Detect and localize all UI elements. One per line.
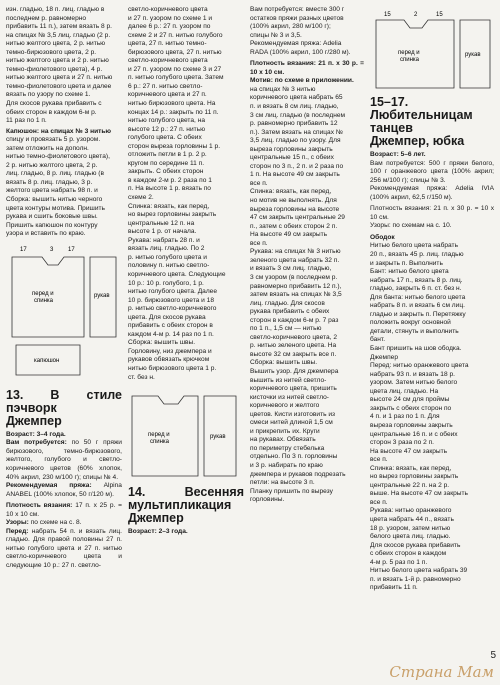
text-line: набрать 93 п. и вязать 18 р. bbox=[370, 370, 455, 378]
text-line: выреза горловины закрыть bbox=[250, 145, 333, 153]
text-line: RADA (100% акрил, 100 г/280 м). bbox=[250, 48, 351, 56]
text-line: цвета лиц. гладью. На bbox=[370, 387, 439, 395]
text-line: рукава прибавить с обеих bbox=[250, 308, 330, 316]
text-line: коричневого цвета набрать 65 bbox=[250, 94, 343, 102]
svg-text:рукав: рукав bbox=[94, 292, 110, 299]
text-line: нитью желтого цвета и 27 п. нитью bbox=[6, 74, 113, 82]
text-line: но мотив не выполнять. Для bbox=[250, 197, 337, 205]
obodok-title: Ободок bbox=[370, 233, 395, 241]
text-line: цвета контуры мотива. Пришить bbox=[6, 204, 105, 212]
kapushon-text: Капюшон: на спицах № 3 нитью bbox=[6, 127, 112, 135]
svg-text:рукав: рукав bbox=[210, 434, 226, 441]
text-line: п., затем с обеих сторон 2 п. bbox=[250, 222, 338, 230]
density-13: Плотность вязания: 17 п. x 25 р. = 10 x 10 см. bbox=[6, 502, 122, 518]
text-line: кругом по середине 11 п. bbox=[128, 159, 205, 167]
text-line: Сборка: вышить швы. bbox=[250, 359, 318, 367]
svg-text:капюшон: капюшон bbox=[34, 357, 60, 364]
text-line: коричневого и желтого bbox=[250, 402, 320, 410]
text-line: далее 6 р.: 27 п. узором по bbox=[128, 23, 211, 31]
text-line: Бант: нитью белого цвета bbox=[370, 268, 449, 276]
text-line: Спинка: вязать, как перед, bbox=[370, 464, 452, 472]
text-line: зеленого цвета набрать 32 п. bbox=[250, 256, 340, 264]
text-line: 11 раз по 1 п. bbox=[6, 117, 47, 125]
pattern-15: Мотив: по схеме в приложении. bbox=[250, 77, 354, 85]
text-line: концах 14 р.: закрыть по 11 п. bbox=[128, 108, 219, 116]
text-line: Рукава: нитью оранжевого bbox=[370, 507, 452, 515]
age-14: Возраст: 2–3 года. bbox=[128, 528, 188, 536]
col1-top-text bbox=[6, 6, 122, 126]
col3-top-text bbox=[250, 6, 364, 57]
section-title-13: 13. В стиле пэчворк bbox=[6, 387, 122, 415]
text-line: высоте 32 см закрыть все п. bbox=[250, 350, 337, 358]
text-line: каждом 4-м р. 14 раз по 1 п. bbox=[128, 330, 214, 338]
text-line: прибавить 11 п.), затем вязать 8 р. bbox=[6, 23, 112, 31]
text-line: центральные 22 п. на 2 р. bbox=[370, 481, 450, 489]
density-15: Плотность вязания: 21 п. x 30 р. = 10 x 10 см. bbox=[250, 60, 364, 76]
pattern-diagram-15 bbox=[370, 6, 494, 96]
text-line: рукава и сшить боковые швы. bbox=[6, 213, 98, 221]
text-line: затем вязать на спицах № 3,5 bbox=[250, 291, 342, 299]
text-line: гладью и закрыть п. Перетяжку bbox=[370, 310, 466, 318]
text-line: обеих сторон в каждом 6-м р. bbox=[6, 108, 97, 116]
text-line: выше. На высоте 47 см закрыть bbox=[370, 490, 468, 498]
text-line: петли: на высоте 3 п. bbox=[250, 479, 315, 487]
text-line: Спинка: вязать, как перед, bbox=[128, 202, 210, 210]
text-line: цвета. Для скосов рукава bbox=[128, 313, 206, 321]
text-line: Джемпер bbox=[370, 353, 398, 361]
text-line: выреза горловины закрыть bbox=[370, 421, 453, 429]
text-line: темно-фиолетового цвета), 4 р. bbox=[6, 65, 103, 73]
column-2 bbox=[128, 6, 244, 537]
text-line: (100% акрил, 280 м/100 г); bbox=[250, 23, 331, 31]
text-line: горловины. bbox=[250, 496, 285, 504]
svg-text:15: 15 bbox=[384, 12, 391, 18]
text-line: все п. bbox=[250, 239, 268, 247]
text-line: п.). Затем вязать на спицах № bbox=[250, 128, 343, 136]
text-line: на спицах № 3,5 лиц. гладью (2 р. bbox=[6, 31, 111, 39]
diagram-14 bbox=[128, 386, 244, 486]
text-line: вязать по узору по схеме 1. bbox=[6, 91, 91, 99]
text-line: р. нитью зеленого цвета. На bbox=[250, 342, 337, 350]
age-15: Возраст: 5–6 лет. bbox=[370, 151, 426, 158]
text-line: цвета, 27 п. нитью темно- bbox=[128, 40, 207, 48]
svg-text:перед и: перед и bbox=[32, 290, 54, 297]
col2-text bbox=[128, 6, 244, 382]
text-line: темно-бирюзового цвета, 2 р. bbox=[6, 48, 97, 56]
text-line: п. нитью голубого цвета. Затем bbox=[128, 74, 224, 82]
text-line: нитью бирюзового цвета 1 р. bbox=[128, 364, 217, 372]
column-3 bbox=[250, 6, 364, 505]
text-line: равномерно прибавить 12 п.), bbox=[250, 282, 342, 290]
text-line: смеси нитей длиной 1,5 см bbox=[250, 419, 333, 427]
text-line: 4-м р. 5 раз по 1 п. bbox=[370, 558, 428, 566]
text-line: Сборка: вышить швы. bbox=[128, 339, 196, 347]
text-line: 3 см узором (в последнем р. bbox=[250, 273, 338, 281]
column-1 bbox=[6, 6, 122, 571]
text-line: детали, стянуть и выполнить bbox=[370, 327, 459, 335]
text-line: рукавов обвязать крючком bbox=[128, 356, 210, 364]
text-line: сторон по 3 п., 2 п. и 2 раза по bbox=[250, 162, 344, 170]
text-line: все п. bbox=[370, 456, 388, 464]
materials-13: Вам потребуется: по 50 г пряжи бирюзового, темно-бирюзового, желтого, голубого и светло-коричневого цветов (60% хлопок, 40% акрил, 230 м/100 г); спицы № 4. bbox=[6, 439, 122, 481]
text-line: 10 р.: 10 р. голубого, 1 р. bbox=[128, 279, 204, 287]
svg-text:17: 17 bbox=[20, 246, 27, 253]
svg-text:2: 2 bbox=[414, 12, 418, 18]
text-line: р. нитью светло-коричневого bbox=[128, 305, 217, 313]
svg-text:перед и: перед и bbox=[148, 432, 170, 439]
sborka-text bbox=[6, 196, 122, 239]
density-15b: Плотность вязания: 21 п. x 30 р. = 10 x 10 см. bbox=[370, 205, 494, 221]
col3-body-text bbox=[250, 86, 364, 505]
text-line: светло-коричневого цвета, 2 bbox=[250, 333, 338, 341]
age-13: Возраст: 3–4 года. bbox=[6, 430, 66, 438]
text-line: набрать 17 п., вязать 8 р. лиц. bbox=[370, 276, 463, 284]
text-line: все п. bbox=[370, 498, 388, 506]
text-line: последнем р. равномерно bbox=[6, 14, 87, 22]
text-line: на спицах № 3 нитью bbox=[250, 85, 316, 93]
yarn-15: Рекомендуемая пряжа: Adelia IVIA (100% акрил, 62,5 г/150 м). bbox=[370, 185, 494, 201]
text-line: 2 р. нитью желтого цвета, 2 р. bbox=[6, 161, 98, 169]
text-line: сторон выреза горловины 1 р. bbox=[128, 142, 221, 150]
text-line: схеме 2 и 27 п. нитью голубого bbox=[128, 31, 223, 39]
text-line: Для скосов рукава прибавить с bbox=[6, 100, 102, 108]
section-subtitle-14: Джемпер bbox=[128, 511, 184, 526]
text-line: и 3 р. набирать по краю bbox=[250, 461, 323, 469]
text-line: нитью желтого цвета и 2 р. нитью bbox=[6, 57, 109, 65]
patterns-13: Узоры: по схеме на с. 8. bbox=[6, 519, 82, 527]
text-line: нитью голубого цвета. Далее bbox=[128, 288, 218, 296]
materials-15: Вам потребуется: 500 г пряжи белого, 100 г оранжевого цвета (100% акрил; 256 м/100 г); спицы № 3. bbox=[370, 159, 494, 184]
text-line: джемпера и рукавов подрезать bbox=[250, 470, 346, 478]
text-line: светло-коричневого цвета bbox=[128, 6, 208, 13]
svg-text:спинка: спинка bbox=[34, 297, 54, 304]
text-line: закрыть. С обеих сторон bbox=[128, 168, 204, 176]
text-line: Вам потребуется: вместе 300 г bbox=[250, 6, 345, 13]
text-line: 47 см закрыть центральные 29 bbox=[250, 214, 345, 222]
text-line: 3,5 лиц. гладью по узору. Для bbox=[250, 137, 341, 145]
text-line: Перед: нитью оранжевого цвета bbox=[370, 362, 469, 370]
text-line: кисточки из нитей светло- bbox=[250, 393, 329, 401]
text-line: 10 р. бирюзового цвета и 18 bbox=[128, 296, 214, 304]
text-line: желтого цвета набрать 98 п. и bbox=[6, 187, 98, 195]
text-line: и 27 п. узором по схеме 3 и 27 bbox=[128, 65, 222, 73]
text-line: Горловину, низ джемпера и bbox=[128, 347, 212, 355]
text-line: Для банта: нитью белого цвета bbox=[370, 293, 466, 301]
pattern-diagram-14 bbox=[128, 386, 244, 486]
text-line: Рукава: набрать 28 п. и bbox=[128, 236, 200, 244]
svg-text:17: 17 bbox=[68, 246, 75, 253]
section-subtitle-13: Джемпер bbox=[6, 413, 62, 428]
text-line: 4 п. и 1 раз по 1 п. Для bbox=[370, 413, 440, 421]
text-line: центральные 16 п. и с обеих bbox=[370, 430, 458, 438]
text-line: Для скосов рукава прибавить bbox=[370, 541, 461, 549]
text-line: цвета набрать 44 п., вязать bbox=[370, 515, 454, 523]
text-line: высоте 24 см для проймы bbox=[370, 396, 450, 404]
text-line: нитью голубого цвета, на bbox=[128, 117, 205, 125]
text-line: Спинка: вязать, как перед, bbox=[250, 188, 332, 196]
text-line: Вышить узор. Для джемпера bbox=[250, 367, 339, 375]
text-line: и закрыть п. Выполнить bbox=[370, 259, 443, 267]
text-line: коричневого цвета и 27 п. bbox=[128, 91, 207, 99]
patterns-15: Узоры: по схемам на с. 10. bbox=[370, 222, 452, 230]
text-line: темно-фиолетового цвета и далее bbox=[6, 82, 112, 90]
text-line: голубого цвета. С обеих bbox=[128, 134, 202, 142]
text-line: бирюзового цвета, 27 п. нитью bbox=[128, 48, 222, 56]
col4-body-text bbox=[370, 242, 494, 592]
text-line: затем отложить на дополн. bbox=[6, 144, 89, 152]
text-line: Рукава: на спицах № 3 нитью bbox=[250, 248, 341, 256]
section-title-15: 15–17. Любительницам танцев bbox=[370, 95, 473, 135]
text-line: закрыть с обеих сторон по bbox=[370, 404, 452, 412]
text-line: но вырез горловины закрыть bbox=[128, 211, 217, 219]
text-line: 18 р. узором, затем нитью bbox=[370, 524, 451, 532]
text-line: лиц. гладью, 8 р. лиц. гладью (в bbox=[6, 170, 104, 178]
text-line: 1 п. На высоте 49 см закрыть bbox=[250, 171, 340, 179]
text-line: вышить из нитей светло- bbox=[250, 376, 327, 384]
text-line: светло-коричневого цвета bbox=[128, 57, 208, 65]
text-line: в каждом 2-м р. 2 раза по 1 bbox=[128, 176, 212, 184]
diagram-13 bbox=[6, 239, 122, 389]
pattern-diagram-13 bbox=[6, 239, 122, 389]
text-line: Пришить капюшон по контуру bbox=[6, 221, 98, 229]
text-line: схеме 2. bbox=[128, 194, 154, 202]
text-line: прибавить с обеих сторон в bbox=[128, 322, 213, 330]
text-line: центральные 15 п., с обеих bbox=[250, 154, 334, 162]
text-line: гладью, закрыть 6 п. ст. без н. bbox=[370, 285, 462, 293]
text-line: п. и вязать 1-й р. равномерно bbox=[370, 575, 461, 583]
diagram-15 bbox=[370, 6, 494, 96]
svg-text:перед и: перед и bbox=[398, 50, 420, 56]
front-back-shape bbox=[12, 257, 84, 337]
section-subtitle-15: Джемпер, юбка bbox=[370, 134, 465, 148]
text-line: половину п. нитью светло- bbox=[128, 262, 210, 270]
text-line: выреза горловины на высоте bbox=[250, 205, 340, 213]
text-line: 20 п., вязать 45 р. лиц. гладью bbox=[370, 251, 464, 259]
text-line: 6 р.: 27 п. нитью светло- bbox=[128, 82, 203, 90]
text-line: На высоте 49 см закрыть bbox=[250, 231, 328, 239]
text-line: Сборка: вышить нитью черного bbox=[6, 196, 103, 204]
text-line: Планку пришить по вырезу bbox=[250, 487, 333, 495]
text-line: Нитью белого цвета набрать bbox=[370, 242, 459, 250]
text-line: 3 см лиц. гладью (в последнем bbox=[250, 111, 346, 119]
yarn-13: Рекомендуемая пряжа: Alpina ANABEL (100% хлопок, 50 г/120 м). bbox=[6, 482, 122, 498]
text-line: по периметру стебелька bbox=[250, 444, 325, 452]
text-line: спицу и провязать 5 р. узором. bbox=[6, 136, 101, 144]
column-4 bbox=[370, 6, 494, 593]
text-line: коричневого цвета, пришить bbox=[250, 385, 337, 393]
text-line: Рекомендуемая пряжа: Adelia bbox=[250, 40, 342, 48]
text-line: нитью бирюзового цвета. На bbox=[128, 100, 216, 108]
text-line: р. нитью голубого цвета и bbox=[128, 253, 207, 261]
section-title-14: 14. Весенняя мультипликация bbox=[128, 485, 244, 513]
text-line: и 27 п. узором по схеме 1 и bbox=[128, 14, 212, 22]
text-line: п. На высоте 1 р. вязать по bbox=[128, 185, 211, 193]
text-line: коричневого цвета. Следующие bbox=[128, 270, 226, 278]
text-line: нитью темно-фиолетового цвета), bbox=[6, 153, 110, 161]
text-line: набрать 8 п. и вязать 6 см лиц. bbox=[370, 302, 465, 310]
text-line: но вырез горловины закрыть bbox=[370, 473, 459, 481]
text-line: п. и вязать 8 см лиц. гладью, bbox=[250, 103, 339, 111]
text-line: лиц. гладью. Для скосов bbox=[250, 299, 325, 307]
text-line: остатков пряжи разных цветов bbox=[250, 14, 344, 22]
text-line: и вязать 3 см лиц. гладью, bbox=[250, 265, 332, 273]
text-line: вязать 8 р. лиц. гладью, 3 р. bbox=[6, 178, 93, 186]
watermark: Страна Мам bbox=[389, 663, 494, 681]
text-line: вязать лиц. гладью. По 2 bbox=[128, 245, 205, 253]
text-line: р. равномерно прибавить 12 bbox=[250, 120, 338, 128]
text-line: цветов. Кисти изготовить из bbox=[250, 410, 336, 418]
text-line: отложить петли в 1 р. 2 р. bbox=[128, 151, 207, 159]
svg-text:рукав: рукав bbox=[465, 52, 481, 58]
text-line: центральные 12 п. на bbox=[128, 219, 195, 227]
svg-text:спинка: спинка bbox=[150, 439, 170, 446]
front-13: Перед: набрать 54 п. и вязать лиц. гладью. Для правой половины 27 п. нитью голубого цвета и 27 п. нитью светло-коричневого цвета и следующие 10 р.: 27 п. светло- bbox=[6, 527, 122, 569]
text-line: бант. bbox=[370, 336, 386, 344]
text-line: высоте 1 р. от начала. bbox=[128, 228, 197, 236]
text-line: изн. гладью, 18 п. лиц. гладью в bbox=[6, 6, 105, 13]
text-line: положить вокруг основной bbox=[370, 319, 451, 327]
text-line: узором. Затем нитью белого bbox=[370, 379, 458, 387]
text-line: белого цвета лиц. гладью. bbox=[370, 533, 451, 541]
svg-text:3: 3 bbox=[50, 246, 54, 253]
text-line: узора и вставить по краю. bbox=[6, 230, 86, 238]
text-line: Бант пришить на шов ободка. bbox=[370, 345, 462, 353]
text-line: Нитью белого цвета набрать 39 bbox=[370, 567, 468, 575]
text-line: высоте 12 р.: 27 п. нитью bbox=[128, 125, 206, 133]
text-line: по 1 п., 1,5 см — нитью bbox=[250, 325, 322, 333]
text-line: прибавить 11 п. bbox=[370, 584, 418, 592]
page-number: 5 bbox=[490, 650, 496, 661]
text-line: отдельно. По 3 п. горловины bbox=[250, 453, 338, 461]
text-line: сторон в каждом 6-м р. 7 раз bbox=[250, 316, 339, 324]
text-line: все п. bbox=[250, 179, 268, 187]
text-line: на рукавах. Обвязать bbox=[250, 436, 316, 444]
svg-text:спинка: спинка bbox=[400, 57, 420, 63]
text-line: На высоте 47 см закрыть bbox=[370, 447, 448, 455]
text-line: спицы № 3 и 3,5. bbox=[250, 31, 302, 39]
text-line: нитью желтого цвета, 2 р. нитью bbox=[6, 40, 106, 48]
text-line: с обеих сторон в каждом bbox=[370, 550, 447, 558]
svg-text:15: 15 bbox=[436, 12, 443, 18]
text-line: сторон 3 раза по 2 п. bbox=[370, 439, 434, 447]
text-line: и прикрепить их. Круги bbox=[250, 427, 320, 435]
text-line: ст. без н. bbox=[128, 373, 155, 381]
